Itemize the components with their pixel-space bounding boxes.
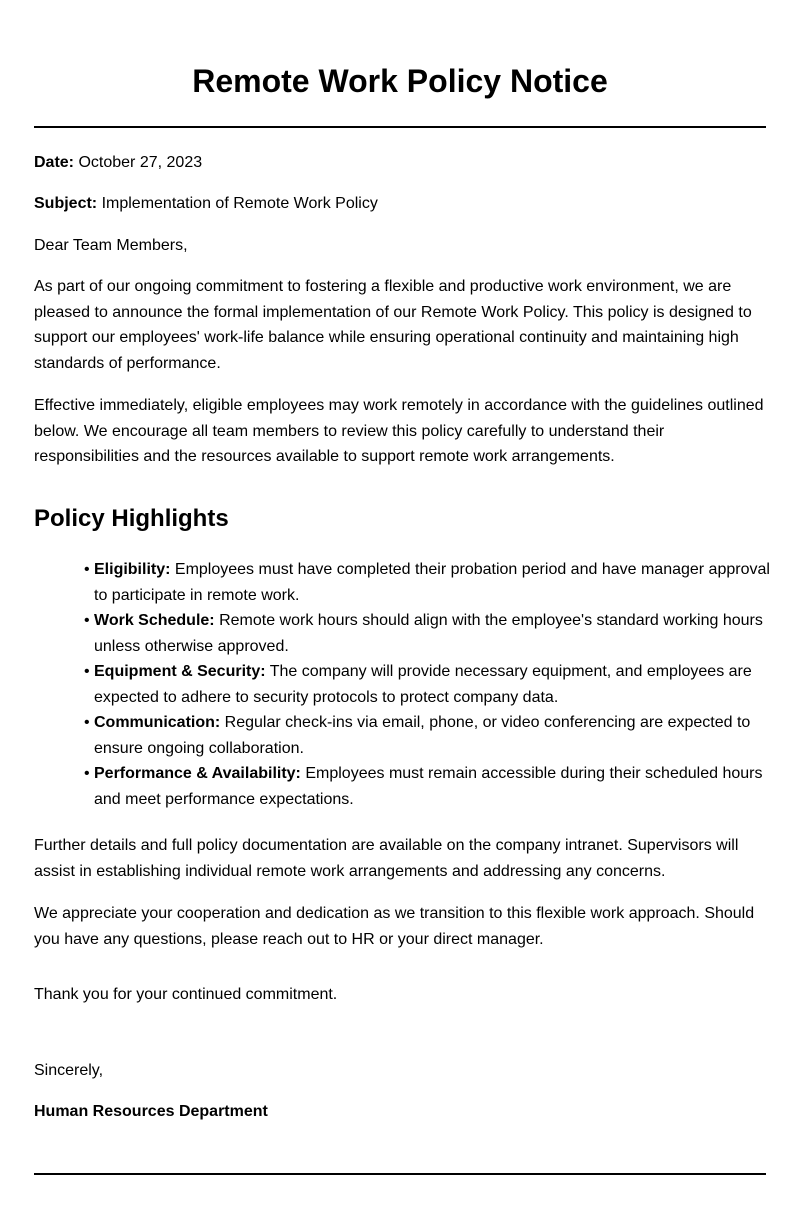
list-item: • Work Schedule: Remote work hours should align with the employee's standard working hours unless otherwise approved.: [84, 612, 763, 655]
item-text: The company will provide necessary equipment, and employees are expected to adhere to security protocols to protect company data.: [94, 663, 752, 706]
greeting: Dear Team Members,: [34, 237, 188, 254]
list-item: • Communication: Regular check-ins via email, phone, or video conferencing are expected to ensure ongoing collaboration.: [84, 714, 751, 757]
item-label: Performance & Availability:: [94, 765, 301, 782]
item-label: Communication:: [94, 714, 221, 731]
item-text: Regular check-ins via email, phone, or video conferencing are expected to ensure ongoing collaboration.: [94, 714, 751, 757]
thanks-line: Thank you for your continued commitment.: [34, 986, 338, 1003]
bottom-divider: [34, 1173, 766, 1175]
top-divider: [34, 126, 766, 128]
list-item: • Equipment & Security: The company will provide necessary equipment, and employees are expected to adhere to security protocols to protect company data.: [84, 663, 752, 706]
item-text: Employees must have completed their probation period and have manager approval to participate in remote work.: [94, 561, 770, 604]
item-text: Employees must remain accessible during their scheduled hours and meet performance expectations.: [94, 765, 763, 808]
date-value: October 27, 2023: [78, 154, 203, 171]
date-line: [34, 150, 766, 176]
appreciation-paragraph: We appreciate your cooperation and dedication as we transition to this flexible work approach. Should you have any questions, please reach out to HR or your direct manager.: [34, 905, 755, 948]
subject-value: Implementation of Remote Work Policy: [101, 195, 378, 212]
effective-paragraph: Effective immediately, eligible employees may work remotely in accordance with the guidelines outlined below. We encourage all team members to review this policy carefully to understand their responsibilities and the resources available to support remote work arrangements.: [34, 397, 764, 465]
subject-label: Subject:: [34, 195, 98, 212]
item-label: Work Schedule:: [94, 612, 215, 629]
page-title: Remote Work Policy Notice: [192, 63, 608, 99]
signature: Human Resources Department: [34, 1103, 268, 1120]
list-item: • Eligibility: Employees must have completed their probation period and have manager approval to participate in remote work.: [84, 561, 770, 604]
intro-paragraph: As part of our ongoing commitment to fostering a flexible and productive work environment, we are pleased to announce the formal implementation of our Remote Work Policy. This policy is designed to support our employees' work-life balance while ensuring operational continuity and maintaining high standards of performance.: [34, 278, 752, 372]
subject-line: [34, 191, 766, 217]
highlights-list: [84, 557, 774, 812]
details-paragraph: Further details and full policy documentation are available on the company intranet. Supervisors will assist in establishing individual remote work arrangements and addressing any concerns.: [34, 837, 739, 880]
highlights-heading: Policy Highlights: [34, 505, 229, 532]
item-label: Eligibility:: [94, 561, 171, 578]
item-label: Equipment & Security:: [94, 663, 266, 680]
item-text: Remote work hours should align with the employee's standard working hours unless otherwise approved.: [94, 612, 763, 655]
list-item: • Performance & Availability: Employees must remain accessible during their scheduled hours and meet performance expectations.: [84, 765, 763, 808]
signoff: Sincerely,: [34, 1062, 104, 1079]
date-label: Date:: [34, 154, 75, 171]
